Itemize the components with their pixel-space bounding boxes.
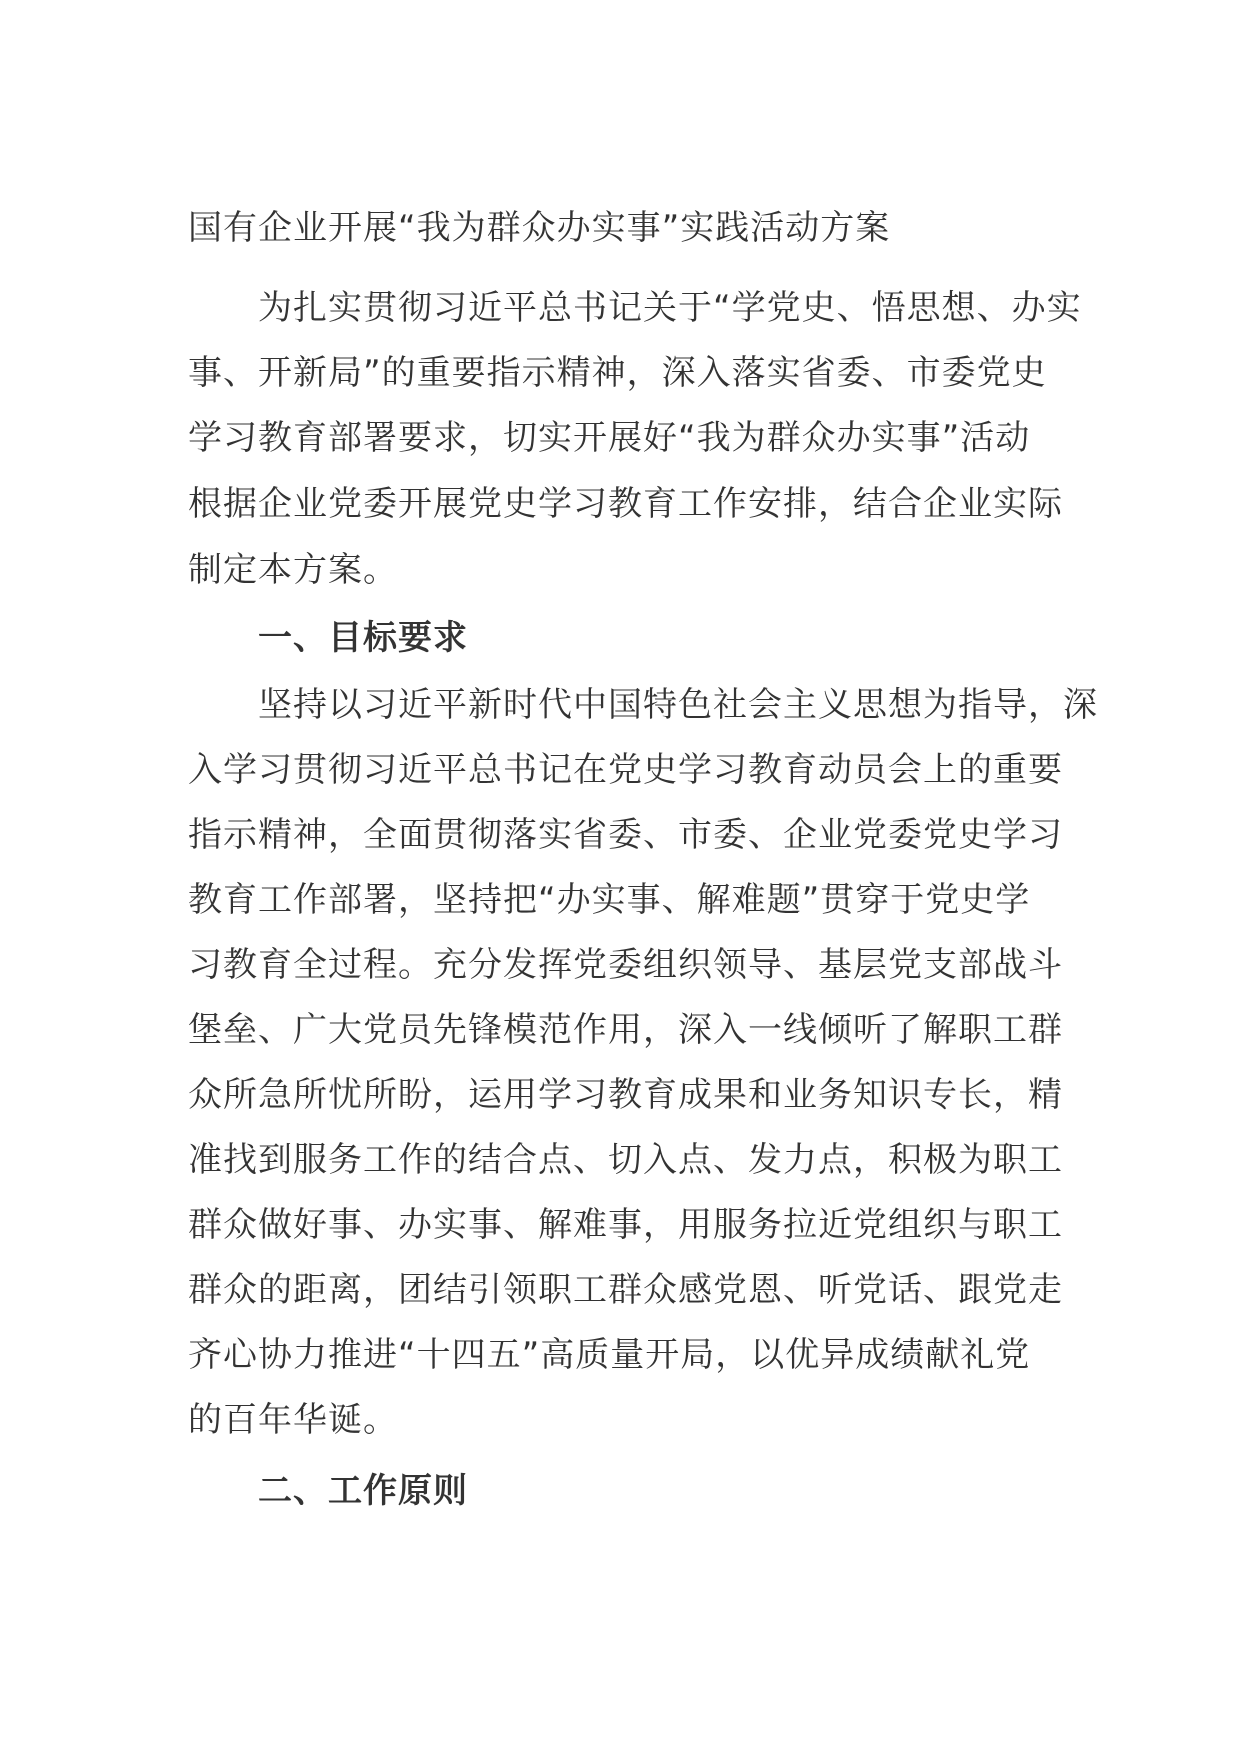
intro-line: 事、开新局”的重要指示精神，深入落实省委、市委党史 [188, 353, 1047, 393]
body-line: 准找到服务工作的结合点、切入点、发力点，积极为职工 [188, 1140, 1063, 1180]
body-line: 教育工作部署，坚持把“办实事、解难题”贯穿于党史学 [188, 880, 1031, 920]
body-line: 指示精神，全面贯彻落实省委、市委、企业党委党史学习 [188, 815, 1063, 855]
intro-line: 制定本方案。 [188, 550, 398, 590]
body-line: 堡垒、广大党员先锋模范作用，深入一线倾听了解职工群 [188, 1010, 1063, 1050]
intro-line: 学习教育部署要求，切实开展好“我为群众办实事”活动 [188, 418, 1031, 458]
body-line: 习教育全过程。充分发挥党委组织领导、基层党支部战斗 [188, 945, 1063, 985]
intro-line: 根据企业党委开展党史学习教育工作安排，结合企业实际 [188, 484, 1063, 524]
intro-line: 为扎实贯彻习近平总书记关于“学党史、悟思想、办实 [188, 288, 1082, 328]
body-line: 群众做好事、办实事、解难事，用服务拉近党组织与职工 [188, 1205, 1063, 1245]
body-line: 的百年华诞。 [188, 1400, 398, 1440]
body-line: 群众的距离，团结引领职工群众感党恩、听党话、跟党走 [188, 1270, 1063, 1310]
section-heading-goals: 一、目标要求 [188, 618, 468, 658]
body-line: 众所急所忧所盼，运用学习教育成果和业务知识专长，精 [188, 1075, 1063, 1115]
section-heading-principles: 二、工作原则 [188, 1471, 468, 1511]
document-title: 国有企业开展“我为群众办实事”实践活动方案 [188, 208, 891, 248]
body-line: 齐心协力推进“十四五”高质量开局，以优异成绩献礼党 [188, 1335, 1031, 1375]
body-line: 入学习贯彻习近平总书记在党史学习教育动员会上的重要 [188, 750, 1063, 790]
body-line: 坚持以习近平新时代中国特色社会主义思想为指导，深 [188, 685, 1098, 725]
